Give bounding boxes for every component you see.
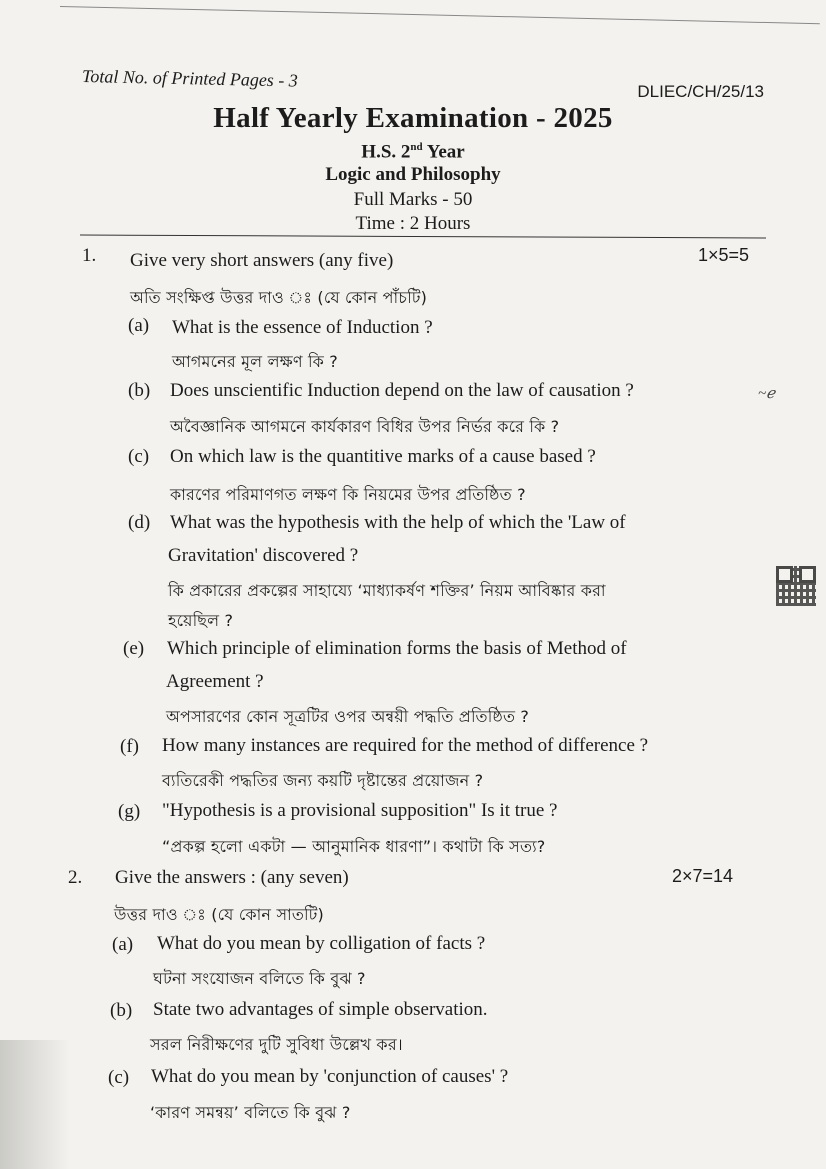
q2b-label: (b): [110, 1000, 133, 1021]
paper-fold-shadow: [0, 1040, 70, 1169]
q1e-label: (e): [123, 638, 145, 659]
class-year: H.S. 2nd Year: [361, 141, 465, 163]
subject-name: Logic and Philosophy: [325, 164, 501, 185]
q2-marks: 2×7=14: [672, 866, 734, 886]
q1-number: 1.: [82, 245, 97, 266]
q1-bn: অতি সংক্ষিপ্ত উত্তর দাও ঃ (যে কোন পাঁচটি): [130, 288, 428, 307]
q1c-bn: কারণের পরিমাণগত লক্ষণ কি নিয়মের উপর প্রতিষ্ঠিত ?: [170, 485, 526, 504]
q1-marks: 1×5=5: [698, 245, 750, 265]
q1-text: Give very short answers (any five): [130, 250, 394, 271]
q1g-label: (g): [118, 801, 141, 822]
exam-time: Time : 2 Hours: [355, 213, 471, 234]
q2a-en: What do you mean by colligation of facts ?: [157, 933, 486, 954]
header-divider: [80, 235, 766, 239]
q1d-bn-line1: কি প্রকারের প্রকল্পের সাহায্যে ‘মাধ্যাকর্ষণ শক্তির’ নিয়ম আবিষ্কার করা: [168, 581, 606, 600]
q2a-label: (a): [112, 934, 134, 955]
q1a-label: (a): [128, 315, 150, 336]
q1a-bn: আগমনের মূল লক্ষণ কি ?: [172, 352, 338, 371]
q1f-label: (f): [120, 736, 139, 757]
q2b-en: State two advantages of simple observation.: [153, 999, 488, 1020]
q2c-label: (c): [108, 1067, 130, 1088]
q1g-en: "Hypothesis is a provisional supposition" Is it true ?: [162, 800, 558, 821]
q2-text: Give the answers : (any seven): [115, 867, 349, 888]
q1f-en: How many instances are required for the method of difference ?: [162, 735, 649, 756]
q1d-label: (d): [128, 512, 151, 533]
q1b-label: (b): [128, 380, 151, 401]
q2c-en: What do you mean by 'conjunction of causes' ?: [151, 1066, 509, 1087]
q1a-en: What is the essence of Induction ?: [172, 317, 433, 338]
q1c-label: (c): [128, 446, 150, 467]
printed-pages-note: Total No. of Printed Pages - 3: [81, 66, 299, 91]
q1d-en-line2: Gravitation' discovered ?: [168, 545, 359, 566]
q1b-en: Does unscientific Induction depend on the law of causation ?: [170, 380, 634, 401]
q1f-bn: ব্যতিরেকী পদ্ধতির জন্য কয়টি দৃষ্টান্তের প্রয়োজন ?: [162, 771, 484, 790]
exam-title: Half Yearly Examination - 2025: [213, 102, 613, 134]
q1e-en-line2: Agreement ?: [166, 671, 264, 692]
pen-mark: ~ℯ: [758, 386, 775, 402]
q1g-bn: “প্রকল্প হলো একটা — আনুমানিক ধারণা”। কথাটা কি সত্য?: [162, 837, 546, 856]
q2a-bn: ঘটনা সংযোজন বলিতে কি বুঝ ?: [153, 969, 366, 988]
q2c-bn: ‘কারণ সমন্বয়’ বলিতে কি বুঝ ?: [150, 1103, 351, 1122]
q1d-bn-line2: হয়েছিল ?: [168, 611, 234, 630]
q2-number: 2.: [68, 867, 83, 888]
q1b-bn: অবৈজ্ঞানিক আগমনে কার্যকারণ বিধির উপর নির্ভর করে কি ?: [170, 417, 560, 436]
q2b-bn: সরল নিরীক্ষণের দুটি সুবিধা উল্লেখ কর।: [150, 1035, 403, 1054]
q1d-en-line1: What was the hypothesis with the help of which the 'Law of: [170, 512, 626, 533]
top-edge-line: [60, 6, 820, 24]
q1c-en: On which law is the quantitive marks of a cause based ?: [170, 446, 596, 467]
paper-code: DLIEC/CH/25/13: [637, 82, 764, 101]
qr-code-icon: [776, 566, 816, 606]
q1e-bn: অপসারণের কোন সূত্রটির ওপর অন্বয়ী পদ্ধতি প্রতিষ্ঠিত ?: [166, 707, 530, 726]
full-marks: Full Marks - 50: [353, 189, 473, 210]
q1e-en-line1: Which principle of elimination forms the basis of Method of: [167, 638, 627, 659]
q2-bn: উত্তর দাও ঃ (যে কোন সাতটি): [114, 905, 324, 924]
